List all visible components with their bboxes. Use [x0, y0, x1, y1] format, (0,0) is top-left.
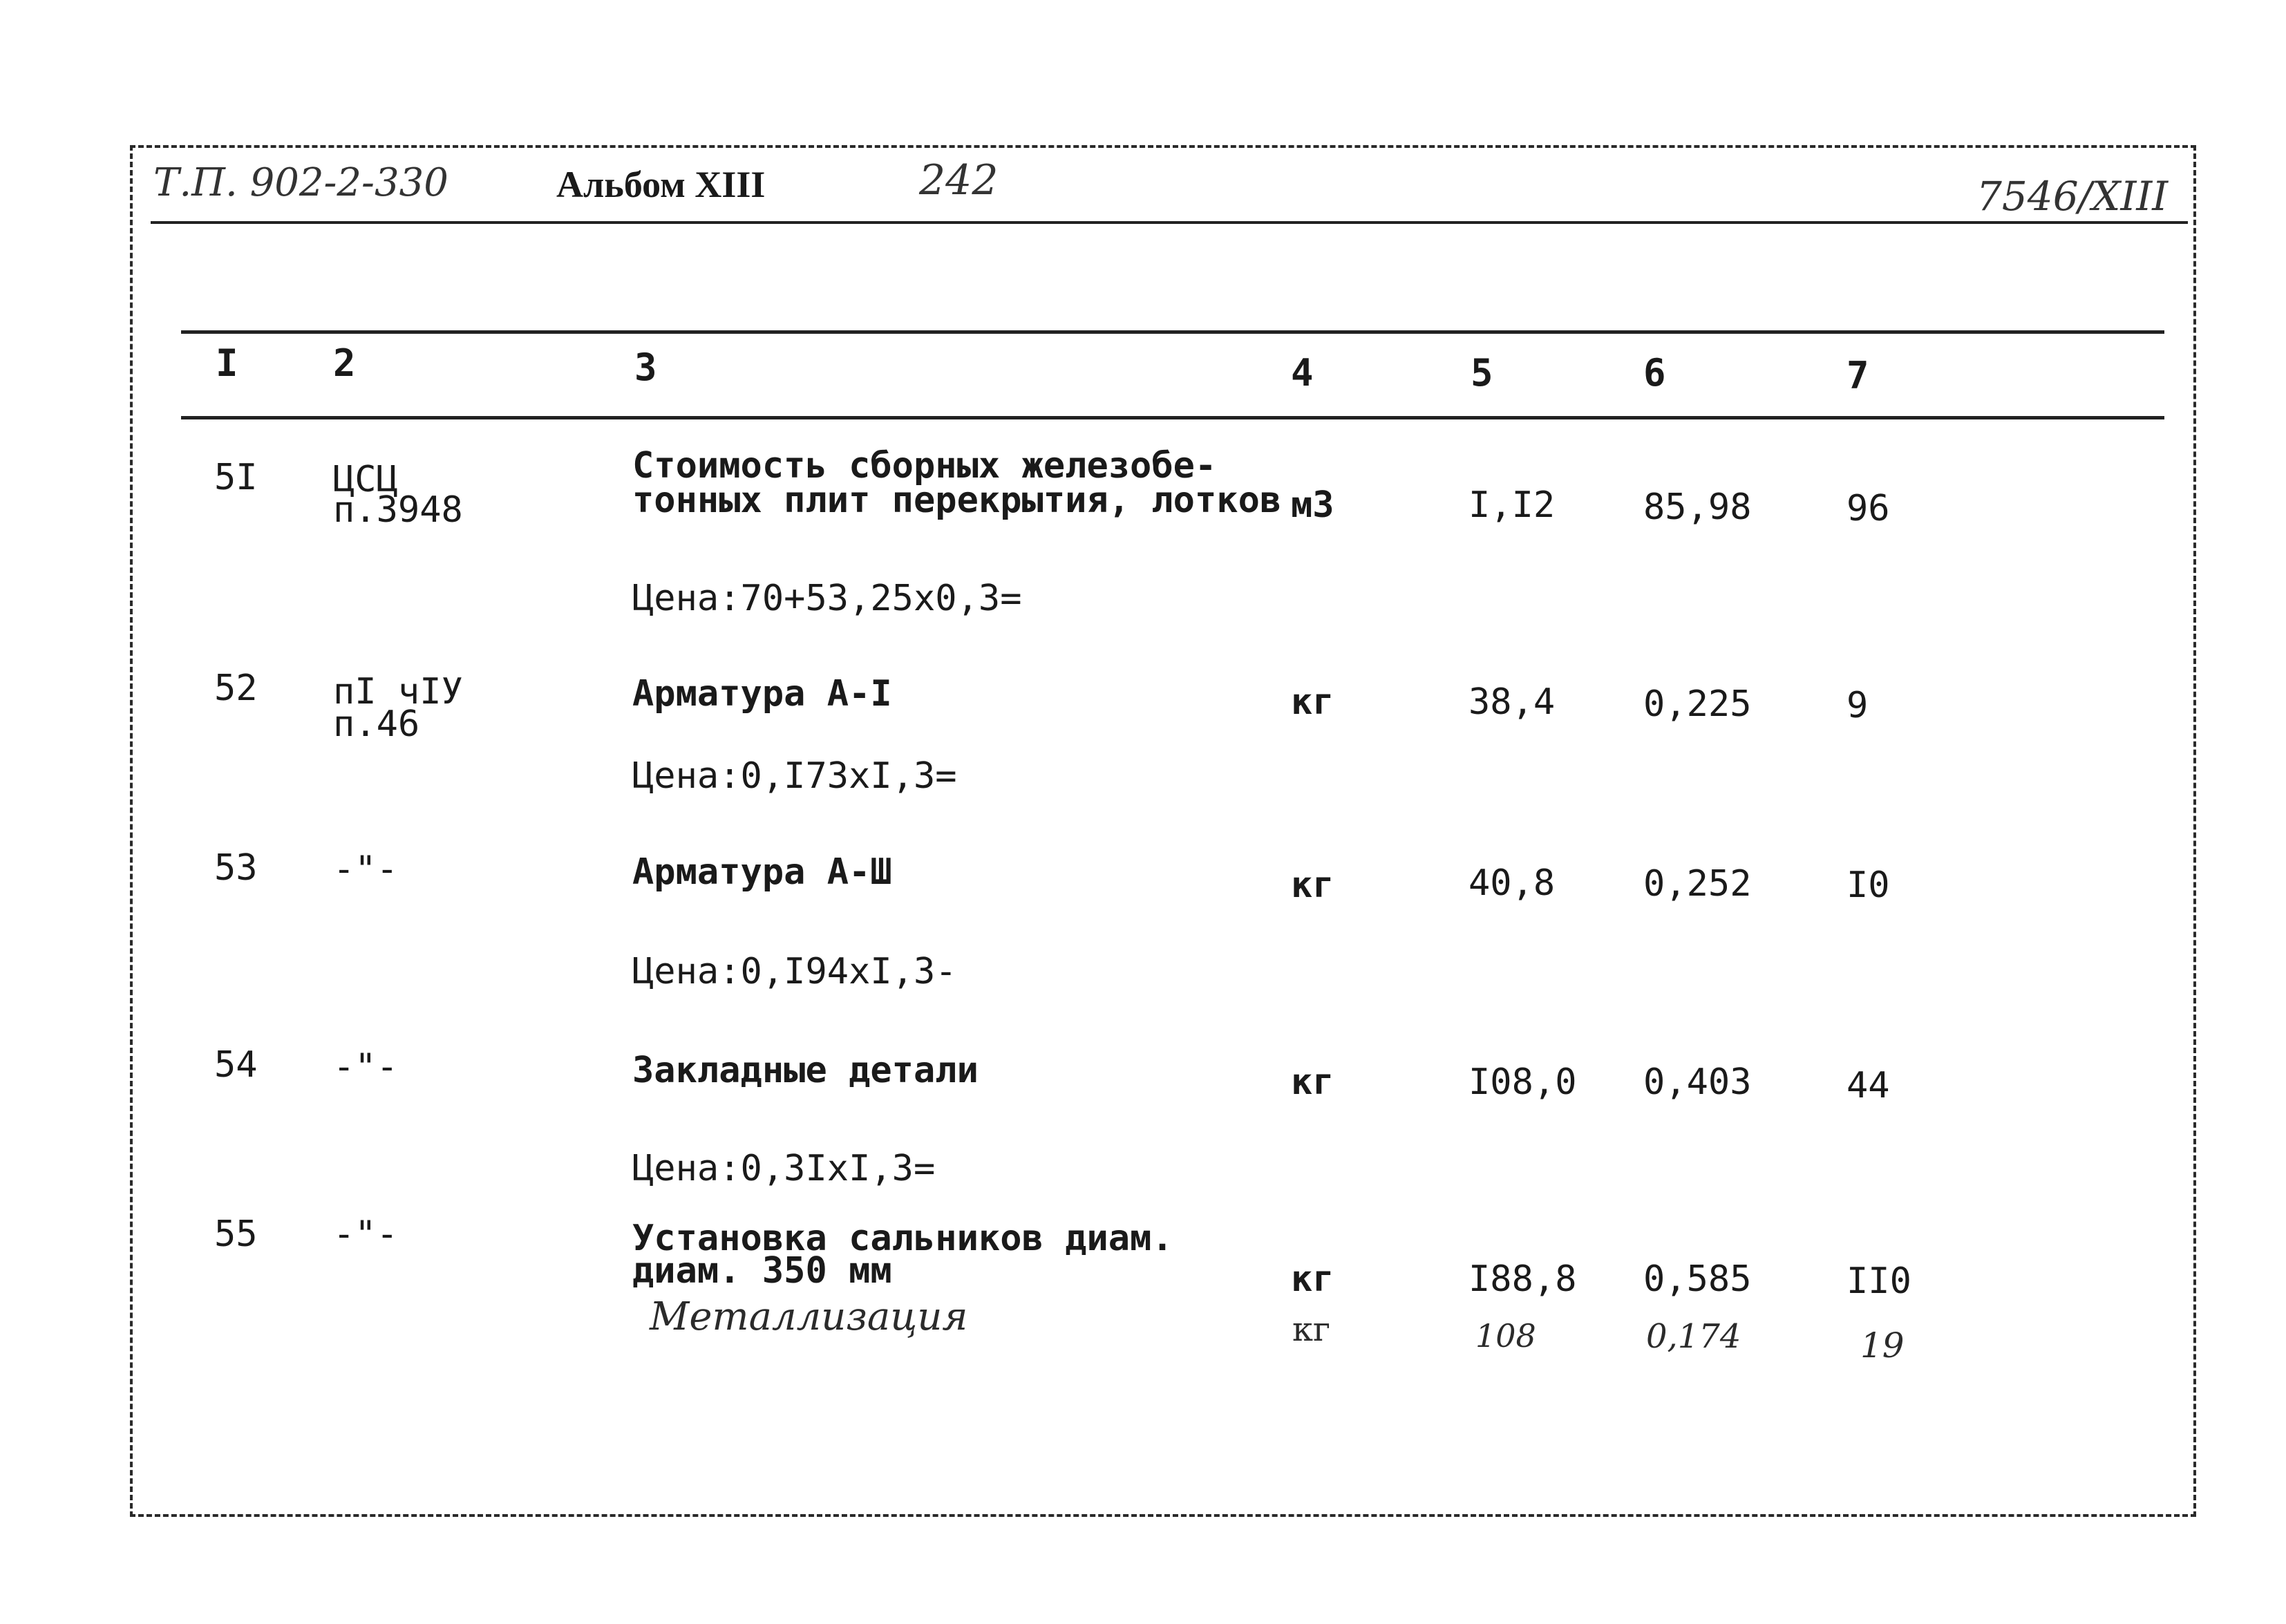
total: II0	[1846, 1261, 1911, 1302]
page-frame	[130, 145, 2196, 1517]
unit: кг	[1291, 865, 1334, 906]
row-number: 55	[214, 1214, 258, 1255]
col-2-number: 2	[333, 341, 356, 385]
table-header-rule	[181, 416, 2164, 419]
col-1-number: I	[216, 341, 238, 385]
col-7-number: 7	[1846, 354, 1869, 397]
description: Арматура А-I	[632, 673, 892, 715]
quantity: 38,4	[1468, 681, 1556, 723]
col-5-number: 5	[1471, 351, 1493, 395]
doc-code: Т.П. 902-2-330	[153, 160, 448, 205]
total: 96	[1846, 488, 1890, 529]
quantity: I,I2	[1468, 484, 1556, 526]
row-number: 5I	[214, 457, 258, 498]
description: Стоимость сборных железобе-	[632, 445, 1217, 487]
total: 9	[1846, 685, 1869, 726]
price-formula: Цена:70+53,25х0,3=	[632, 578, 1022, 619]
description: Закладные детали	[632, 1050, 979, 1091]
col-3-number: 3	[634, 346, 657, 389]
table-top-rule	[181, 330, 2164, 334]
handwritten-description: Металлизация	[650, 1294, 968, 1339]
album-label: Альбом XIII	[556, 164, 766, 205]
unit: кг	[1291, 1061, 1334, 1103]
unit: м3	[1291, 484, 1334, 526]
handwritten-price: 0,174	[1646, 1317, 1741, 1356]
unit: кг	[1291, 1258, 1334, 1300]
description: Арматура А-Ш	[632, 851, 892, 893]
price-formula: Цена:0,I94хI,3-	[632, 951, 957, 992]
handwritten-quantity: 108	[1475, 1317, 1536, 1354]
description-line2: тонных плит перекрытия, лотков	[632, 480, 1282, 521]
unit-price: 0,252	[1643, 863, 1752, 905]
unit-price: 0,403	[1643, 1061, 1752, 1103]
description-line2: диам. 350 мм	[632, 1250, 892, 1292]
quantity: I88,8	[1468, 1258, 1577, 1300]
handwritten-unit: кг	[1292, 1310, 1331, 1349]
archive-number: 7546/XIII	[1976, 173, 2169, 220]
unit: кг	[1291, 681, 1334, 723]
unit-price: 0,585	[1643, 1258, 1752, 1300]
unit-price: 85,98	[1643, 487, 1752, 528]
col-4-number: 4	[1291, 351, 1314, 395]
source-ref: -"-	[333, 1046, 398, 1088]
row-number: 54	[214, 1044, 258, 1086]
quantity: 40,8	[1468, 862, 1556, 904]
description: Установка сальников диам.	[632, 1218, 1173, 1259]
source-ref-line2: п.3948	[333, 489, 463, 531]
handwritten-total: 19	[1860, 1325, 1905, 1366]
price-formula: Цена:0,I73хI,3=	[632, 755, 957, 797]
row-number: 53	[214, 847, 258, 889]
source-ref: пI чIУ	[333, 671, 463, 712]
header-rule	[151, 221, 2188, 224]
source-ref: -"-	[333, 1214, 398, 1255]
total: I0	[1846, 865, 1890, 906]
source-ref: ЦСЦ	[333, 459, 398, 500]
unit-price: 0,225	[1643, 683, 1752, 725]
price-formula: Цена:0,3IхI,3=	[632, 1148, 936, 1189]
row-number: 52	[214, 668, 258, 709]
quantity: I08,0	[1468, 1061, 1577, 1103]
source-ref: -"-	[333, 849, 398, 890]
page-number: 242	[919, 156, 999, 205]
col-6-number: 6	[1643, 351, 1666, 395]
source-ref-line2: п.46	[333, 704, 420, 745]
total: 44	[1846, 1065, 1890, 1106]
